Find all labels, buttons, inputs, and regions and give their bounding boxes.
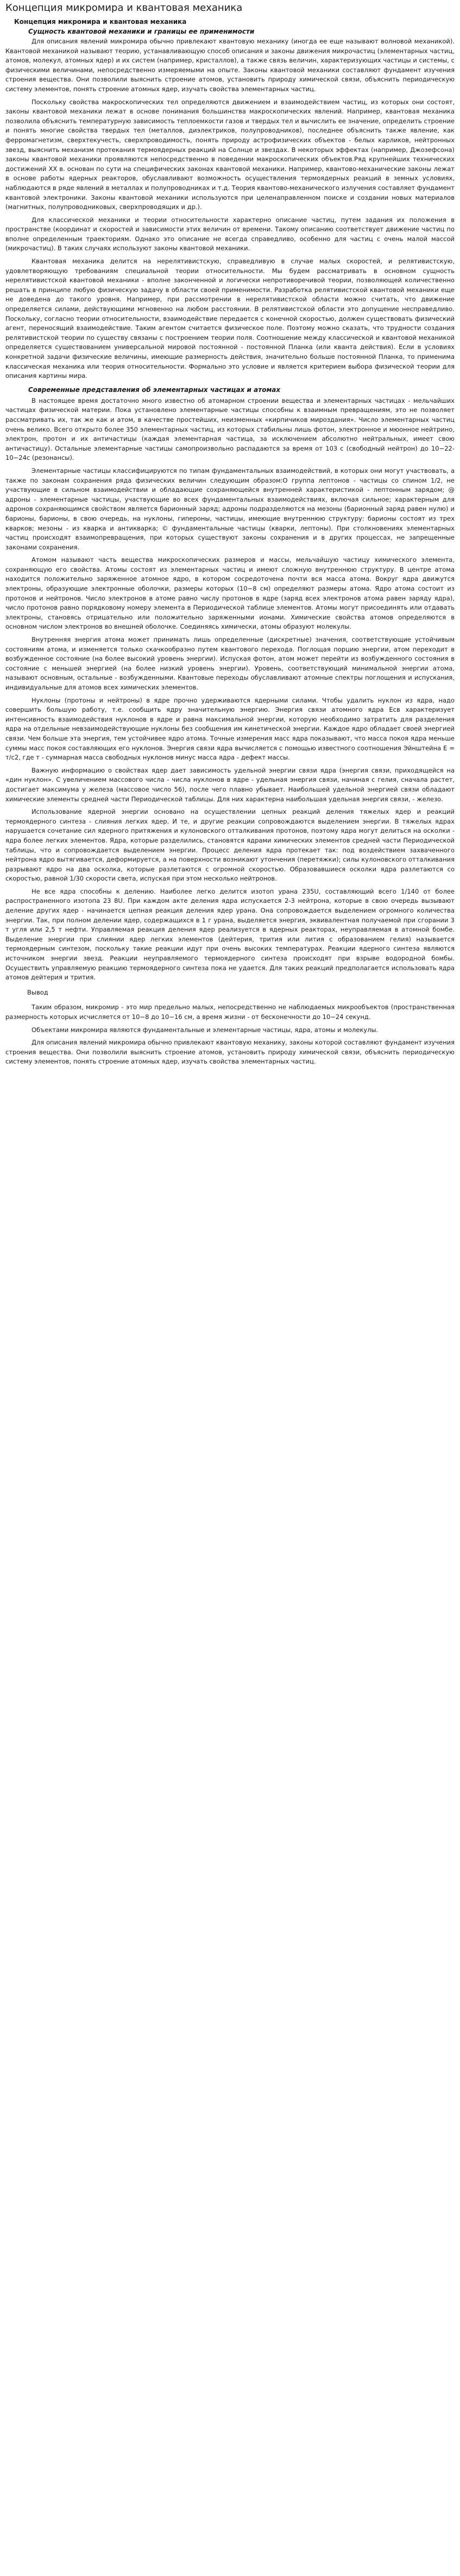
conclusion-paragraph: Объектами микромира являются фундаментальные и элементарные частицы, ядра, атомы и молекулы. (31, 1026, 379, 1034)
conclusion-paragraph: Таким образом, микромир - это мир предельно малых, непосредственно не наблюдаемых микрообъектов (пространственная размерность которых исчисляется от 10−8 до 10−16 см, а время жизни - от бесконечности до 10−24 секунд. (5, 1003, 455, 1021)
section2-paragraph: Внутренняя энергия атома может принимать лишь определенные (дискретные) значения, соответствующие устойчивым состояниям атома, и изменяется только скачкообразно путем квантового перехода. Поглощая порцию энергии, атом переходит в возбужденное состояние (на более высокий уровень энергии). Испуская фотон, атом может перейти из возбужденного состояния в состояние с меньшей энергией (на более низкий уровень энергии). Уровень, соответствующий минимальной энергии атома, называют основным, остальные - возбужденными. Квантовые переходы обуславливают атомные спектры поглощения и испускания, индивидуальные для атомов всех химических элементов. (5, 636, 455, 691)
closing-paragraph: Не все ядра способны к делению. Наиболее легко делится изотоп урана 235U, составляющий всего 1/140 от более распространенного изотопа 23 8U. При каждом акте деления ядра испускается 2-3 нейтрона, которые в свою очередь вызывают деление других ядер - начинается цепная реакция деления ядер урана. Она сопровождается выделением огромного количества энергии. Так, при полном делении ядер, содержащихся в 1 г урана, выделяется энергия, эквивалентная получаемой при сгорании 3 т угля или 2,5 т нефти. Управляемая реакция деления ядер реализуется в ядерных реакторах, неуправляемая в атомной бомбе. Выделение энергии при слиянии ядер легких элементов (дейтерия, трития или лития с образованием гелия) называется термоядерным синтезом, поскольку такие реакции идут при очень высоких температурах. Реакции ядерного синтеза являются источником энергии звезд. Реакции неуправляемого термоядерного синтеза происходят при взрыве водородной бомбы. Осуществить управляемую реакцию термоядерного синтеза пока не удается. Для таких реакций предполагается использовать ядра атомов дейтерия и трития. (5, 887, 455, 982)
section2-paragraph: Атомом называют часть вещества микроскопических размеров и массы, мельчайшую частицу химического элемента, сохраняющую его свойства. Атомы состоят из элементарных частиц и имеют сложную внутреннюю структуру. В центре атома находится положительно заряженное атомное ядро, в котором сосредоточена почти вся масса атома. Вокруг ядра движутся электроны, образующие электронные оболочки, размеры которых (10−8 см) определяют размеры атома. Ядро атома состоит из протонов и нейтронов. Число электронов в атоме равно числу протонов в ядре (заряд всех электронов атома равен заряду ядра), число протонов равно порядковому номеру элемента в Периодической таблице элементов. Атомы могут присоединять или отдавать электроны, становясь отрицательно или положительно заряженными ионами. Химические свойства атомов определяются в основном числом электронов во внешней оболочке. Соединяясь химически, атомы образуют молекулы. (5, 556, 455, 631)
section1-paragraph: Для описания явлений микромира обычно привлекают квантовую механику (иногда ее еще называют волновой механикой). Квантовой механикой называют теорию, устанавливающую способ описания и законы движения микрочастиц (элементарных частиц, атомов, молекул, атомных ядер) и их систем (например, кристаллов), а также связь величин, характеризующих частицы и системы, с физическими величинами, непосредственно измеряемыми на опыте. Законы квантовой механики составляют фундамент изучения строения вещества. Они позволили выяснить строение атомов, установить природу химической связи, объяснить периодическую систему элементов, понять строение атомных ядер, изучать свойства элементарных частиц. (5, 37, 455, 93)
section1-paragraph: Поскольку свойства макроскопических тел определяются движением и взаимодействием частиц, из которых они состоят, законы квантовой механики лежат в основе понимания большинства макроскопических явлений. Например, квантовая механика позволила объяснить температурную зависимость теплоемкости газов и твердых тел и вычислить ее значение, определить строение и понять многие свойства твердых тел (металлов, диэлектриков, полупроводников), последнее объяснить также явление, как ферромагнетизм, сверхтекучесть, сверхпроводимость, понять природу астрофизических объектов - белых карликов, нейтронных звезд, выяснить механизм протекания термоядерных реакций на Солнце и звездах. В некоторых эффектах (например, Джозефсона) законы квантовой механики проявляются непосредственно в поведении макроскопических объектов.Ряд крупнейших технических достижений XX в. основан по сути на специфических законах квантовой механики. Например, квантово-механические законы лежат в основе работы ядерных реакторов, обуславливают возможность осуществления термоядерных реакций в земных условиях, наблюдаются в ряде явлений в металлах и полупроводниках и т.д. Теория квантово-механического излучения составляет фундамент квантовой электроники. Законы квантовой механики используются при целенаправленном поиске и создании новых материалов (магнитных, полупроводниковых, сверхпроводящих и др.). (5, 98, 455, 211)
section2-paragraph: Элементарные частицы классифицируются по типам фундаментальных взаимодействий, в которых они могут участвовать, а также по законам сохранения ряда физических величин следующим образом:О группа лептонов - частицы со спином 1/2, не участвующие в сильном взаимодействии и обладающие сохраняющейся внутренней характеристикой - лептонным зарядом; @ адроны - элементарные частицы, участвующие во всех фундаментальных взаимодействиях, включая сильное; характерным для адронов сохраняющимся свойством является барионный заряд; адроны подразделяются на мезоны (барионный заряд равен нулю) и барионы, барионы, в свою очередь, на нуклоны, гипероны, частицы, имеющие внутреннюю структуру: барионы состоят из трех кварков; мезоны - из кварка и антикварка; © фундаментальные частицы (кварки, лептоны). При столкновениях элементарных частиц происходят взаимопревращения, при которых существуют законы сохранения и в других процессах, не запрещенные законами сохранения. (5, 466, 455, 551)
section2-heading: Современные представления об элементарных частицах и атомах (28, 385, 281, 394)
closing-paragraph: Использование ядерной энергии основано на осуществлении цепных реакций деления тяжелых ядер и реакций термоядерного синтеза - слияния легких ядер. И те, и другие реакции сопровождаются выделением энергии. В тяжелых ядрах нарушается сочетание сил ядерного притяжения и кулоновского отталкивания протонов, поэтому ядра могут делиться на осколки - ядра более легких элементов. Ядра, которые разделились, становятся ядрами химических элементов средней части Периодической таблицы, что и сопровождается выделением энергии. Процесс деления ядра протекает так: под воздействием захваченного нейтрона ядро вытягивается, деформируется, а на поверхности возникают утончения (перетяжки); силы кулоновского отталкивания разрывают ядро на два осколка, которые разлетаются с огромной скоростью. Образовавшиеся осколки ядра разлетаются со скоростью, равной 1/30 скорости света, испуская при этом несколько нейтронов. (5, 808, 455, 883)
section1-paragraph: Для классической механики и теории относительности характерно описание частиц, путем задания их положения в пространстве (координат и скоростей и зависимости этих величин от времени. Такому описанию соответствует движение частиц по вполне определенным траекториям. Однако это описание не всегда справедливо, особенно для частиц с очень малой массой (микрочастиц). В таких случаях используют законы квантовой механики. (5, 216, 455, 252)
document-page (0, 0, 460, 1067)
conclusion-paragraph: Для описания явлений микромира обычно привлекают квантовую механику, законы которой составляют фундамент изучения строения вещества. Они позволили выяснить строение атомов, установить природу химической связи, объяснить периодическую систему элементов, понять строение атомных ядер, изучать свойства элементарных частиц. (5, 1039, 455, 1066)
section1-paragraph: Квантовая механика делится на нерелятивистскую, справедливую в случае малых скоростей, и релятивистскую, удовлетворяющую требованиям специальной теории относительности. Мы будем рассматривать в основном сущность нерелятивистской квантовой механики - вполне законченной и логически непротиворечивой теории, позволяющей количественно решать в принципе любую физическую задачу в области своей применимости. Разработка релятивистской квантовой механики еще не доведена до такого уровня. Например, при рассмотрении в нерелятивистской области можно считать, что движение определяется силами, действующими мгновенно на любом расстоянии. В релятивистской области это допущение несправедливо. Поскольку, согласно теории относительности, взаимодействие передается с конечной скоростью, должен существовать физический агент, переносящий взаимодействие. Таким агентом считается физическое поле. Поэтому можно сказать, что трудности создания релятивистской теории по существу связаны с построением теории поля. Соотношение между классической и квантовой механикой определяется существованием универсальной мировой постоянной - постоянной Планка (или кванта действия). Если в условиях конкретной задачи физические величины, имеющие размерность действия, значительно больше постоянной Планка, то применима классическая механика или теория относительности. Формально это условие и является критерием выбора физической теории для описания картины мира. (5, 257, 455, 380)
main-heading: Концепция микромира и квантовая механика (14, 18, 187, 26)
section2-paragraph: Нуклоны (протоны и нейтроны) в ядре прочно удерживаются ядерными силами. Чтобы удалить нуклон из ядра, надо совершить большую работу, т.е. сообщить ядру значительную энергию. Энергия связи атомного ядра Есв характеризует интенсивность взаимодействия нуклонов в ядре и равна максимальной энергии, которую необходимо затратить для разделения ядра на отдельные невзаимодействующие нуклоны без сообщения им кинетической энергии. Каждое ядро обладает своей энергией связи. Чем больше эта энергия, тем устойчивее ядро атома. Точные измерения масс ядра показывают, что масса покоя ядра меньше суммы масс покоя составляющих его нуклонов. Энергия связи ядра вычисляется с помощью известного соотношения Эйнштейна Е = т/с2, где т - суммарная масса свободных нуклонов минус масса ядра - дефект массы. (5, 696, 455, 762)
conclusion-label: Вывод (27, 988, 48, 996)
document-title: Концепция микромира и квантовая механика (5, 2, 243, 14)
section1-heading: Сущность квантовой механики и границы ее применимости (28, 28, 255, 35)
section2-paragraph: В настоящее время достаточно много известно об атомарном строении вещества и элементарных частицах - мельчайших частицах физической материи. Пока установлено элементарные частицы способны к взаимным превращениям, это не позволяет рассматривать их, так же как и атом, в качестве простейших, неизменных «кирпичиков мироздания». Число элементарных частиц очень велико. Всего открыто более 350 элементарных частиц, из которых стабильны лишь фотон, электронное и мюонное нейтрино, электрон, протон и их античастицы (каждая элементарная частица, за исключением абсолютно нейтральных, имеет свою античастицу). Остальные элементарные частицы самопроизвольно распадаются за время от 103 с (свободный нейтрон) до 10−22- 10−24с (резонансы). (5, 396, 455, 462)
closing-paragraph: Важную информацию о свойствах ядер дает зависимость удельной энергии связи ядра (энергия связи, приходящейся на «дин нуклон». С увеличением массового числа - числа нуклонов в ядре - удельная энергия связи, начиная с гелия, сначала растет, достигает максимума у железа (массовое число 56), после чего плавно убывает. Наибольшей удельной энергией связи обладают химические элементы средней части Периодической таблицы. Для них характерна наибольшая удельная энергия связи, - железо. (5, 766, 455, 803)
